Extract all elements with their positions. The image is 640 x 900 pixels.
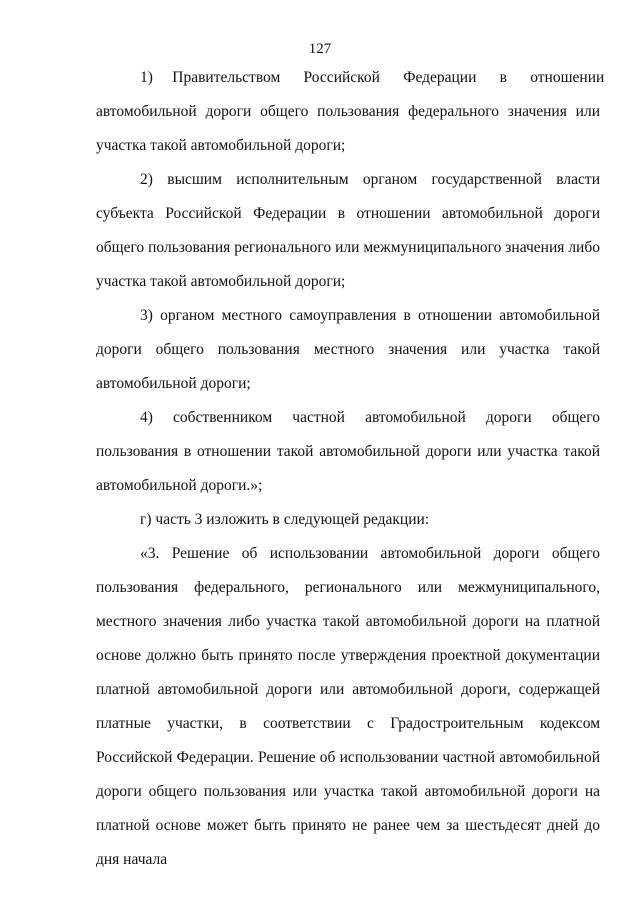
paragraph-1: 1) Правительством Российской Федерации в отношении автомобильной дороги общего пользования федерального значения или участка такой автомобильной дороги;: [96, 69, 605, 154]
paragraph-2: 2) высшим исполнительным органом государственной власти субъекта Российской Федерации в отношении автомобильной дороги общего пользования регионального или межмуниципального значения либо участка такой автомобильной дороги;: [96, 171, 600, 290]
paragraph-3: 3) органом местного самоуправления в отношении автомобильной дороги общего пользования местного значения или участка такой автомобильной дороги;: [96, 307, 600, 392]
page-number: 127: [308, 41, 332, 57]
paragraph-4: 4) собственником частной автомобильной дороги общего пользования в отношении такой автомобильной дороги или участка такой автомобильной дороги.»;: [96, 409, 600, 494]
paragraph-6: «3. Решение об использовании автомобильной дороги общего пользования федерального, регионального или межмуниципального, местного значения либо участка такой автомобильной дороги на платной основе должно быть принято после утверждения проектной документации платной автомобильной дороги или автомобильной дороги, содержащей платные участки, в соответствии с Градостроительным кодексом Российской Федерации. Решение об использовании частной автомобильной дороги общего пользования или участка такой автомобильной дороги на платной основе может быть принято не ранее чем за шестьдесят дней до дня начала: [96, 545, 600, 868]
document-body: [96, 61, 605, 877]
paragraph-5: г) часть 3 изложить в следующей редакции:: [140, 511, 430, 528]
